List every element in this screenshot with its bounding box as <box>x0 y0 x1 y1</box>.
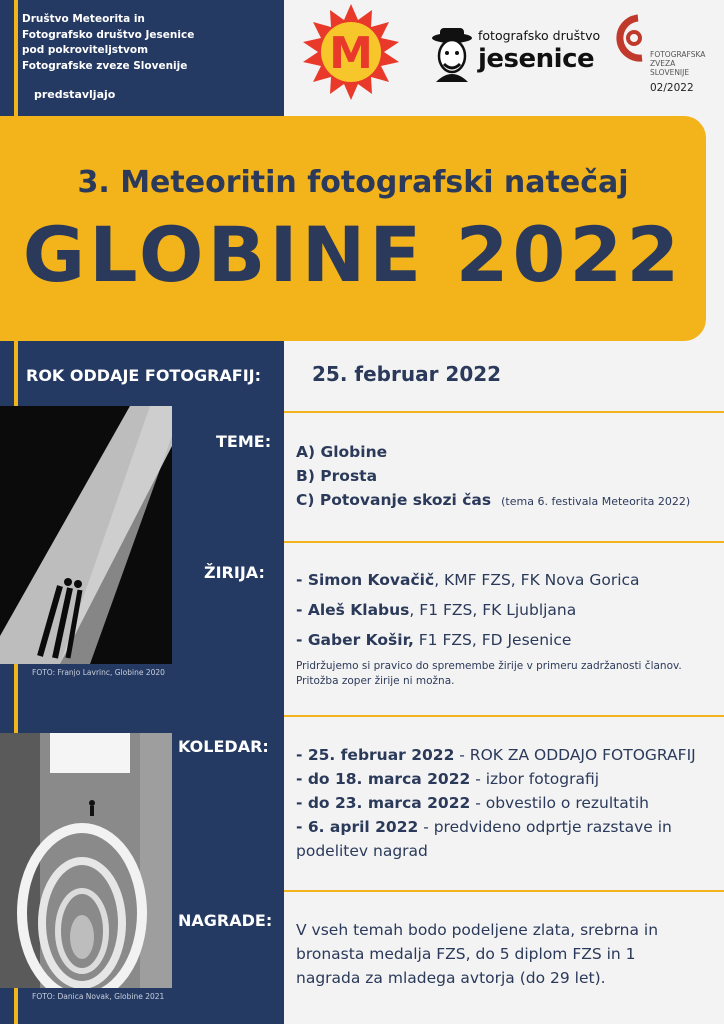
themes-label: TEME: <box>216 432 272 451</box>
photo-credit: FOTO: Danica Novak, Globine 2021 <box>32 992 165 1001</box>
prizes-label: NAGRADE: <box>178 911 273 930</box>
theme-item: A) Globine <box>296 443 388 461</box>
jury-label: ŽIRIJA: <box>204 563 265 582</box>
fzs-emblem-icon <box>612 14 650 66</box>
fd-logo-small-text: fotografsko društvo <box>478 28 601 43</box>
fd-logo-big-text: jesenice <box>478 44 595 74</box>
intro-text: Društvo Meteorita in Fotografsko društvo Jesenice pod pokroviteljstvom Fotografske zveze Slovenije <box>22 13 195 72</box>
fzs-logo-text: FOTOGRAFSKA ZVEZA SLOVENIJE <box>650 50 706 77</box>
divider <box>284 411 724 413</box>
theme-item: B) Prosta <box>296 467 378 485</box>
deadline-label: ROK ODDAJE FOTOGRAFIJ: <box>26 366 262 385</box>
banner-title: GLOBINE 2022 <box>22 210 684 299</box>
meteorit-logo-letter: M <box>329 28 373 79</box>
theme-item: C) Potovanje skozi čas <box>296 491 492 509</box>
banner-subtitle: 3. Meteoritin fotografski natečaj <box>77 165 629 200</box>
calendar-item: - do 18. marca 2022 - izbor fotografij <box>296 770 600 788</box>
jury-list <box>296 565 682 689</box>
fd-jesenice-logo <box>430 22 601 86</box>
intro-presents: predstavljajo <box>34 88 116 101</box>
jury-note: Pridržujemo si pravico do spremembe žirije v primeru zadržanosti članov. Pritožba zoper žirije ni možna. <box>296 660 682 687</box>
photo-shadows <box>0 406 172 664</box>
divider <box>284 890 724 892</box>
calendar-item: - 25. februar 2022 - ROK ZA ODDAJO FOTOGRAFIJ <box>296 746 696 764</box>
deadline-value: 25. februar 2022 <box>312 362 502 386</box>
calendar-list <box>296 743 696 863</box>
prizes-text: V vseh temah bodo podeljene zlata, srebrna in bronasta medalja FZS, do 5 diplom FZS in 1 nagrada za mladega avtorja (do 29 let). <box>296 921 659 987</box>
themes-list <box>296 440 690 512</box>
meteorit-logo <box>300 2 402 102</box>
divider <box>284 715 724 717</box>
calendar-label: KOLEDAR: <box>178 737 269 756</box>
photo-staircase <box>0 733 172 988</box>
theme-note: (tema 6. festivala Meteorita 2022) <box>501 495 691 508</box>
jury-member: - Gaber Košir, F1 FZS, FD Jesenice <box>296 631 572 649</box>
photo-credit: FOTO: Franjo Lavrinc, Globine 2020 <box>32 668 165 677</box>
calendar-item: - 6. april 2022 - predvideno odprtje razstave in podelitev nagrad <box>296 818 672 860</box>
jury-member: - Simon Kovačič, KMF FZS, FK Nova Gorica <box>296 571 640 589</box>
calendar-item: - do 23. marca 2022 - obvestilo o rezultatih <box>296 794 649 812</box>
photographer-head-icon <box>430 26 474 82</box>
jury-member: - Aleš Klabus, F1 FZS, FK Ljubljana <box>296 601 577 619</box>
fzs-logo-date: 02/2022 <box>650 82 694 94</box>
fzs-logo <box>612 14 712 98</box>
divider <box>284 541 724 543</box>
